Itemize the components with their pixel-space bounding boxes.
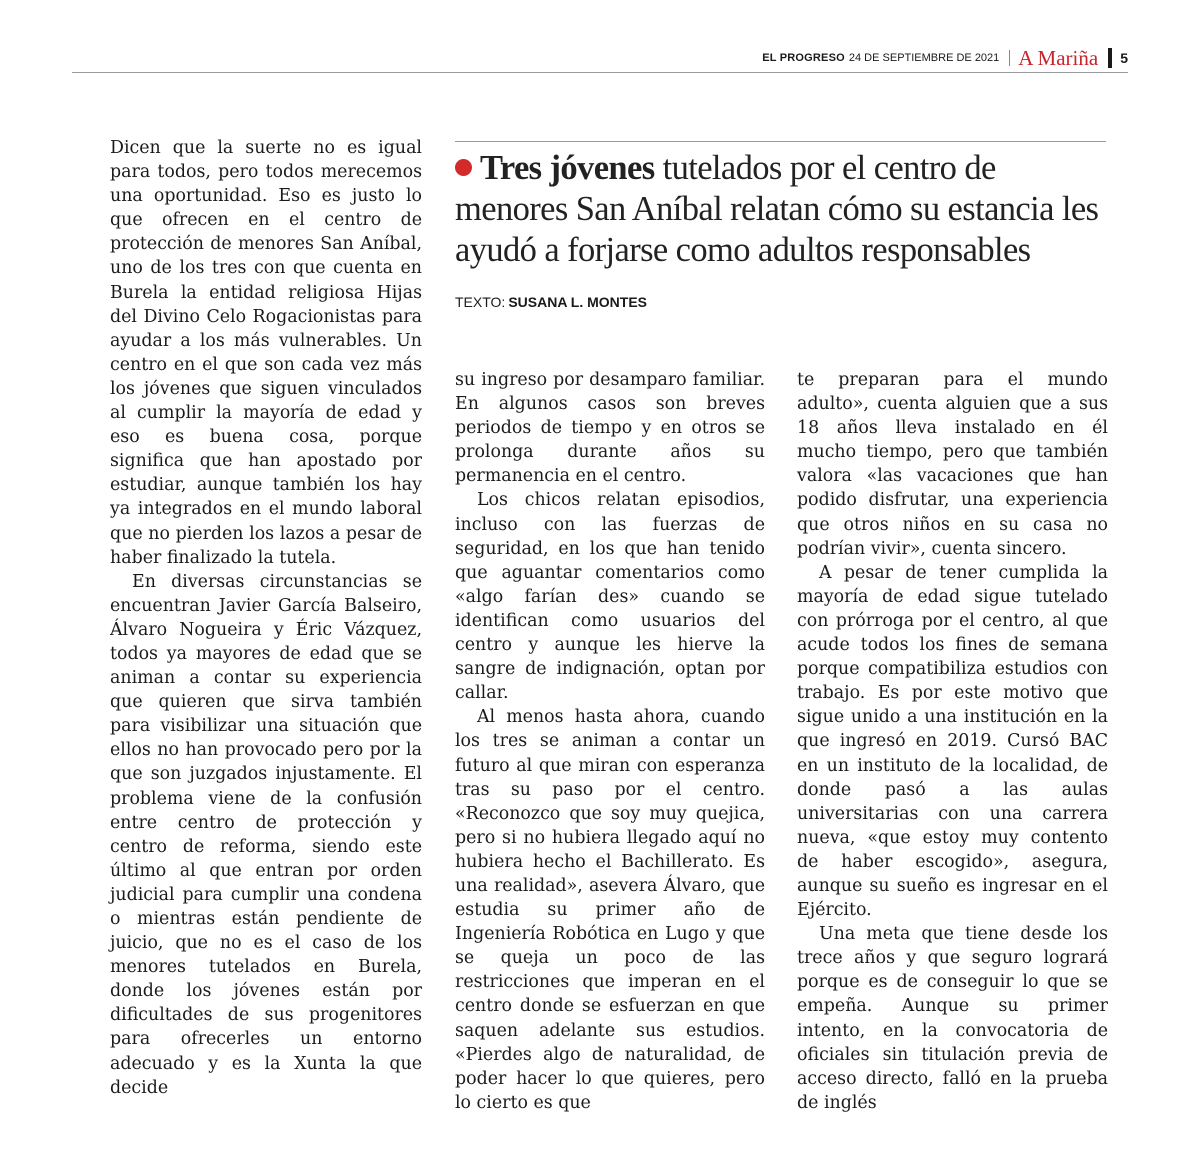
- header-rule: [72, 72, 1128, 73]
- headline: [455, 148, 1115, 271]
- section-name: A Mariña: [1018, 45, 1099, 70]
- paragraph: Una meta que tiene desde los trece años y que seguro logrará porque es de conseguir lo que se empeña. Aunque su primer intento, en la convocatoria de oficiales sin titulación previa de acceso directo, falló en la prueba de inglés: [797, 924, 1108, 1113]
- bullet-dot-icon: [455, 159, 472, 176]
- paragraph: te preparan para el mundo adulto», cuenta alguien que a sus 18 años lleva instalado en él mucho tiempo, pero que también valora «las vacaciones que han podido disfrutar, una experiencia que otros niños en su casa no podrían vivir», cuenta sincero.: [797, 370, 1108, 559]
- paragraph: su ingreso por desamparo familiar. En algunos casos son breves periodos de tiempo y en otros se prolonga durante años su permanencia en el centro.: [455, 370, 765, 487]
- byline-author: SUSANA L. MONTES: [508, 294, 648, 310]
- article-column-1: [110, 136, 422, 1100]
- article-column-3: [797, 368, 1108, 1115]
- byline-label: TEXTO:: [455, 294, 506, 310]
- headline-rule: [455, 141, 1106, 142]
- byline: [455, 294, 647, 310]
- paragraph: Dicen que la suerte no es igual para todos, pero todos merecemos una oportunidad. Eso es justo lo que ofrecen en el centro de protección de menores San Aníbal, uno de los tres con que cuenta en Burela la entidad religiosa Hijas del Divino Celo Rogacionistas para ayudar a los más vulnerables. Un centro en el que son cada vez más los jóvenes que siguen vinculados al cumplir la mayoría de edad y eso es buena cosa, porque significa que han apostado por estudiar, aunque también los hay ya integrados en el mundo laboral que no pierden los lazos a pesar de haber finalizado la tutela.: [110, 138, 422, 568]
- publication-name: EL PROGRESO: [762, 52, 845, 64]
- headline-rest: tutelados por el centro de menores San Aníbal relatan cómo su estancia les ayudó a forjarse como adultos responsables: [455, 149, 1099, 269]
- paragraph: Al menos hasta ahora, cuando los tres se animan a contar un futuro al que miran con esperanza tras su paso por el centro. «Reconozco que soy muy quejica, pero si no hubiera llegado aquí no hubiera hecho el Bachillerato. Es una realidad», asevera Álvaro, que estudia su primer año de Ingeniería Robótica en Lugo y que se queja un poco de las restricciones que imperan en el centro donde se esfuerzan en que saquen adelante sus estudios. «Pierdes algo de naturalidad, de poder hacer lo que quieres, pero lo cierto es que: [455, 707, 765, 1113]
- paragraph: A pesar de tener cumplida la mayoría de edad sigue tutelado con prórroga por el centro, al que acude todos los fines de semana porque compatibiliza estudios con trabajo. Es por este motivo que sigue unido a una institución en la que ingresó en 2019. Cursó BAC en un instituto de la localidad, de donde pasó a las aulas universitarias con una carrera nueva, «que estoy muy contento de haber escogido», asegura, aunque su sueño es ingresar en el Ejército.: [797, 562, 1108, 921]
- paragraph: Los chicos relatan episodios, incluso con las fuerzas de seguridad, en los que han tenido que aguantar comentarios como «algo farían des» cuando se identifican como usuarios del centro y aunque les hierve la sangre de indignación, optan por callar.: [455, 490, 765, 704]
- headline-lead: Tres jóvenes: [480, 149, 655, 187]
- article-column-2: [455, 368, 765, 1115]
- page-number: 5: [1120, 50, 1128, 66]
- page-header: [762, 44, 1128, 72]
- page-number-bar: [1108, 48, 1112, 68]
- paragraph: En diversas circunstancias se encuentran Javier García Balseiro, Álvaro Nogueira y Éric Vázquez, todos ya mayores de edad que se animan a contar su experiencia que quieren que sirva también para visibilizar una situación que ellos no han provocado pero por la que son juzgados injustamente. El problema viene de la confusión entre centro de protección y centro de reforma, siendo este último al que entran por orden judicial para cumplir una condena o mientras están pendiente de juicio, que no es el caso de los menores tutelados en Burela, donde los jóvenes están por dificultades de sus progenitores para ofrecerles un entorno adecuado y es la Xunta la que decide: [110, 571, 422, 1098]
- publication-date: 24 DE SEPTIEMBRE DE 2021: [848, 52, 1000, 64]
- header-divider: [1009, 50, 1010, 66]
